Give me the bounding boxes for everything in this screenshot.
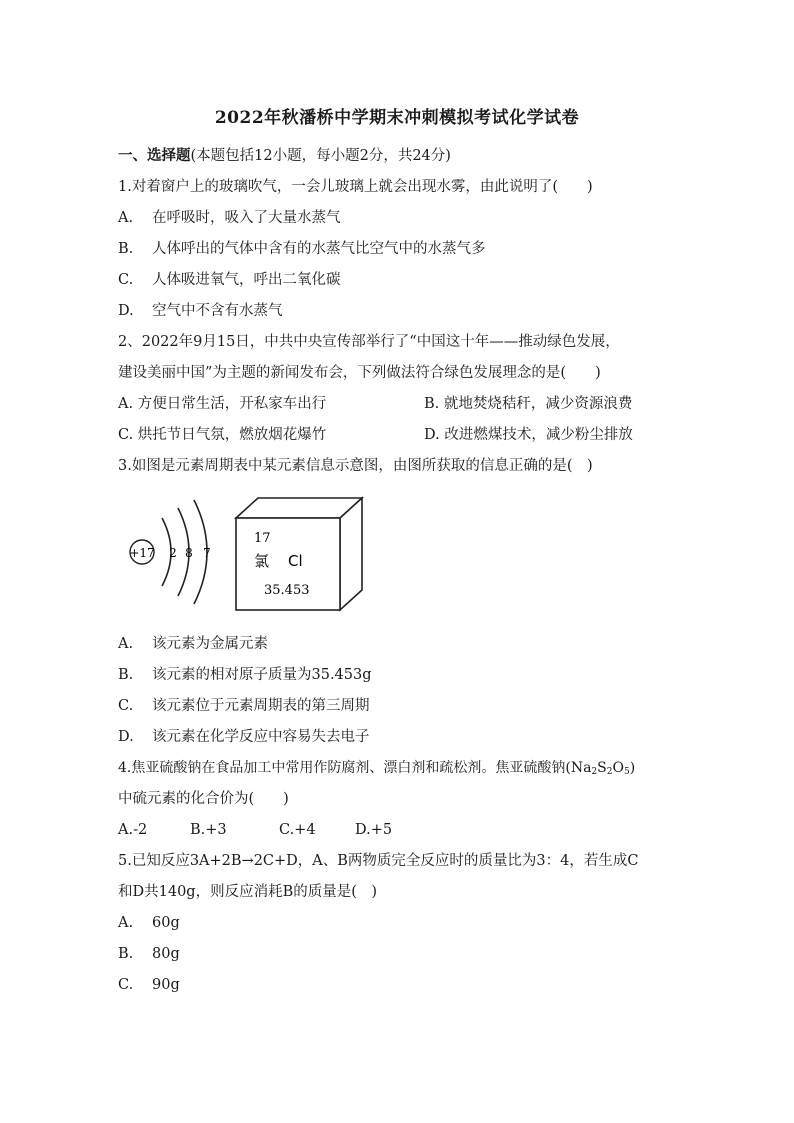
q1-option-d: [118, 301, 283, 321]
element-symbol: Cl: [288, 552, 303, 570]
q1-option-a: [118, 208, 341, 228]
q4-option-b: B.+3: [190, 822, 227, 838]
q5-option-a-text: 60g: [152, 915, 180, 931]
q4-option-a: A.-2: [118, 822, 148, 838]
q3-option-d-text: 该元素在化学反应中容易失去电子: [152, 729, 370, 745]
element-name: 氯: [254, 552, 270, 570]
q3-option-d: [118, 727, 370, 747]
q1-option-a-label: A.: [118, 210, 134, 226]
q2-stem-line1: 2、2022年9月15日，中共中央宣传部举行了“中国这十年——推动绿色发展，: [118, 334, 620, 350]
q5-option-b: [118, 944, 180, 964]
q1-option-c-text: 人体吸进氧气，呼出二氧化碳: [152, 272, 341, 288]
chlorine-element-figure: [122, 488, 372, 620]
section-heading: 一、选择题: [118, 147, 191, 164]
q3-option-a-text: 该元素为金属元素: [152, 636, 268, 652]
atomic-number: 17: [254, 531, 271, 546]
q2-option-c: C. 烘托节日气氛，燃放烟花爆竹: [118, 427, 327, 443]
q4-stem-post: ): [629, 760, 636, 776]
q4-sub-s: 2: [606, 767, 613, 777]
atomic-mass: 35.453: [264, 583, 310, 598]
q5-option-b-label: B.: [118, 946, 134, 962]
q5-option-c-label: C.: [118, 977, 134, 993]
q4-option-d: D.+5: [355, 822, 393, 838]
q3-option-a-label: A.: [118, 636, 134, 652]
q4-formula-s: S: [597, 760, 607, 776]
q2-option-b: B. 就地焚烧秸秆，减少资源浪费: [424, 396, 633, 412]
q4-formula-o: O: [612, 760, 624, 776]
q4-stem-line1: [118, 758, 635, 782]
q1-option-d-label: D.: [118, 303, 134, 319]
cube-side-face: [340, 498, 362, 610]
q2-option-a: A. 方便日常生活，开私家车出行: [118, 396, 327, 412]
q1-option-c-label: C.: [118, 272, 134, 288]
q1-option-a-text: 在呼吸时，吸入了大量水蒸气: [152, 210, 341, 226]
q3-option-c: [118, 696, 370, 716]
q2-stem-line2: 建设美丽中国”为主题的新闻发布会，下列做法符合绿色发展理念的是( ): [118, 365, 601, 381]
chlorine-figure-svg: [122, 488, 372, 620]
q5-option-b-text: 80g: [152, 946, 180, 962]
q3-option-b: [118, 665, 372, 685]
q1-option-d-text: 空气中不含有水蒸气: [152, 303, 283, 319]
q3-option-d-label: D.: [118, 729, 134, 745]
q1-option-b-label: B.: [118, 241, 134, 257]
q3-stem: 3.如图是元素周期表中某元素信息示意图，由图所获取的信息正确的是( ): [118, 458, 593, 474]
q1-option-b-text: 人体呼出的气体中含有的水蒸气比空气中的水蒸气多: [152, 241, 486, 257]
q5-option-a: [118, 913, 180, 933]
q4-sub-na: 2: [591, 767, 598, 777]
q3-option-b-label: B.: [118, 667, 134, 683]
nucleus-charge: +17: [129, 546, 155, 560]
section-heading-row: [118, 146, 451, 166]
q4-sub-o: 5: [623, 767, 630, 777]
q5-option-c: [118, 975, 180, 995]
q1-option-b: [118, 239, 486, 259]
q1-option-c: [118, 270, 341, 290]
q3-option-b-text: 该元素的相对原子质量为35.453g: [152, 667, 372, 683]
q5-stem-line2: 和D共140g，则反应消耗B的质量是( ): [118, 884, 378, 900]
q3-option-c-text: 该元素位于元素周期表的第三周期: [152, 698, 370, 714]
q5-option-c-text: 90g: [152, 977, 180, 993]
q1-stem: 1.对着窗户上的玻璃吹气，一会儿玻璃上就会出现水雾，由此说明了( ): [118, 179, 593, 195]
section-note: (本题包括12小题，每小题2分，共24分): [190, 148, 451, 164]
q3-option-c-label: C.: [118, 698, 134, 714]
q5-option-a-label: A.: [118, 915, 134, 931]
shell-1-electrons: 2: [169, 546, 177, 560]
exam-title: 2022年秋潘桥中学期末冲刺模拟考试化学试卷: [214, 108, 580, 128]
q2-option-d: D. 改进燃煤技术，减少粉尘排放: [424, 427, 633, 443]
shell-3-electrons: 7: [203, 546, 211, 560]
q4-stem-line2: 中硫元素的化合价为( ): [118, 791, 289, 807]
q4-stem-pre: 4.焦亚硫酸钠在食品加工中常用作防腐剂、漂白剂和疏松剂。焦亚硫酸钠(Na: [118, 760, 592, 776]
q5-stem-line1: 5.已知反应3A+2B→2C+D，A、B两物质完全反应时的质量比为3：4，若生成C: [118, 853, 639, 869]
q4-option-c: C.+4: [279, 822, 316, 838]
q3-option-a: [118, 634, 268, 654]
shell-2-electrons: 8: [185, 546, 193, 560]
